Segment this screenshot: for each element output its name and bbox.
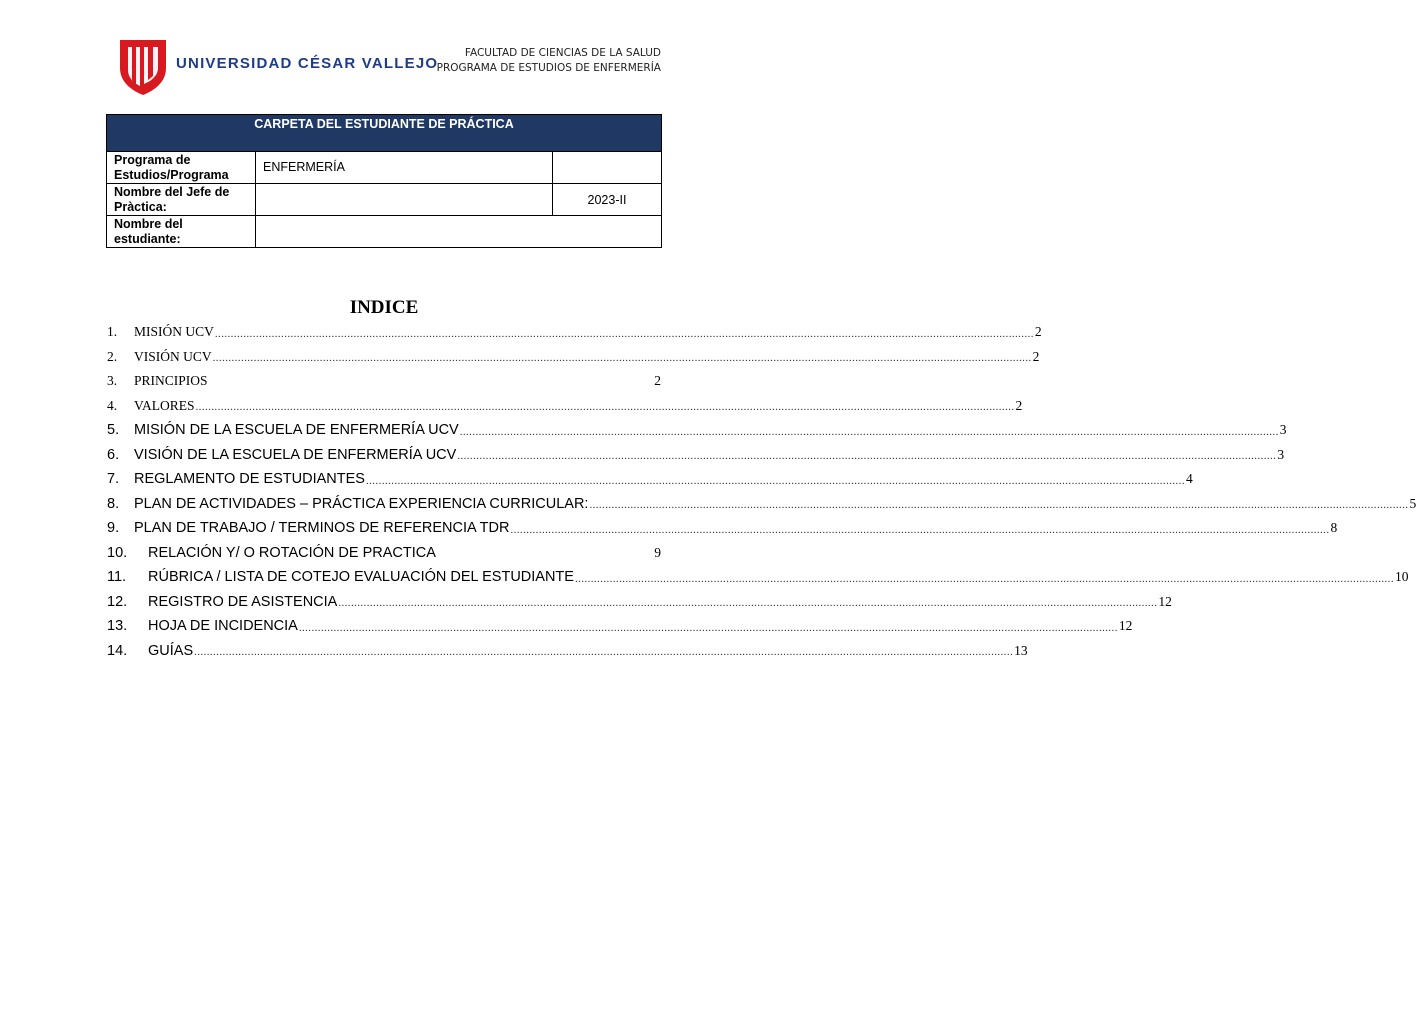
toc-item-title: REGLAMENTO DE ESTUDIANTES (134, 471, 365, 488)
toc-item-page: 13 (1014, 642, 1028, 658)
toc-item-page: 10 (1394, 569, 1409, 585)
toc-item-number: 1. (107, 324, 118, 340)
program-name: PROGRAMA DE ESTUDIOS DE ENFERMERÍA (436, 62, 661, 74)
toc-item-number: 8. (107, 495, 120, 512)
toc-leader-dots: .................................................................................................................................................................................................................................................................... (459, 425, 1279, 438)
index-title: INDICE (349, 297, 419, 318)
toc-item-page: 2 (1032, 348, 1040, 364)
toc-leader-dots: .................................................................................................................................................................................................................................................................... (338, 597, 1158, 609)
toc-item[interactable] (107, 443, 1285, 468)
toc-item-title: MISIÓN DE LA ESCUELA DE ENFERMERÍA UCV (134, 422, 459, 439)
university-name: UNIVERSIDAD CÉSAR VALLEJO (176, 55, 439, 72)
student-info-table (106, 114, 662, 248)
toc-item-number: 3. (107, 373, 118, 389)
toc-leader-dots: .................................................................................................................................................................................................................................................................... (298, 621, 1118, 634)
toc-item[interactable] (107, 639, 1028, 664)
toc-item[interactable] (107, 369, 661, 394)
toc-leader-dots: .................................................................................................................................................................................................................................................................... (212, 352, 1032, 364)
toc-item-number: 4. (107, 397, 118, 413)
toc-item[interactable] (107, 418, 1287, 443)
table-of-contents (107, 320, 1416, 663)
toc-leader-dots: .................................................................................................................................................................................................................................................................... (574, 572, 1394, 585)
toc-leader-dots: .................................................................................................................................................................................................................................................................... (194, 646, 1014, 658)
chief-value (256, 184, 553, 216)
toc-item-number: 2. (107, 348, 118, 364)
toc-leader-dots: .................................................................................................................................................................................................................................................................... (589, 499, 1409, 511)
toc-item-page: 8 (1330, 520, 1338, 536)
toc-item-number: 7. (107, 471, 120, 488)
toc-item-page: 5 (1409, 495, 1416, 511)
chief-label: Nombre del Jefe de Pràctica: (107, 184, 256, 216)
toc-item-title: HOJA DE INCIDENCIA (148, 618, 298, 635)
toc-item[interactable] (107, 565, 1409, 590)
toc-item-page: 12 (1158, 593, 1172, 609)
toc-leader-dots: .................................................................................................................................................................................................................................................................... (457, 450, 1277, 462)
header-faculty-block (437, 46, 661, 76)
form-title: CARPETA DEL ESTUDIANTE DE PRÁCTICA (107, 115, 662, 152)
toc-item-title: RELACIÓN Y/ O ROTACIÓN DE PRACTICA (148, 544, 436, 561)
toc-item-title: REGISTRO DE ASISTENCIA (148, 593, 338, 610)
toc-item-number: 14. (107, 642, 128, 659)
university-logo (118, 38, 439, 98)
program-extra-cell (553, 152, 662, 184)
program-label: Programa de Estudios/Programa (107, 152, 256, 184)
toc-item-page: 9 (654, 544, 661, 560)
toc-item-page: 12 (1118, 618, 1133, 634)
toc-item-page: 4 (1185, 471, 1193, 487)
student-value (256, 216, 662, 248)
toc-item[interactable] (107, 614, 1133, 639)
toc-item-number: 5. (107, 422, 120, 439)
toc-item-title: VALORES (134, 397, 195, 413)
toc-item-number: 6. (107, 446, 120, 463)
program-value: ENFERMERÍA (256, 152, 553, 184)
toc-item[interactable] (107, 394, 1023, 419)
toc-leader-dots: .................................................................................................................................................................................................................................................................... (365, 474, 1185, 487)
toc-item-page: 2 (1034, 324, 1042, 340)
toc-item-page: 2 (1015, 397, 1023, 413)
toc-item-title: PLAN DE TRABAJO / TERMINOS DE REFERENCIA TDR (134, 520, 510, 537)
toc-item-title: PRINCIPIOS (134, 373, 208, 389)
toc-leader-dots: .................................................................................................................................................................................................................................................................... (195, 401, 1015, 413)
student-label: Nombre del estudiante: (107, 216, 256, 248)
period-value: 2023-II (553, 184, 662, 216)
toc-item-title: VISIÓN UCV (134, 348, 212, 364)
toc-item-title: MISIÓN UCV (134, 324, 214, 340)
faculty-name: FACULTAD DE CIENCIAS DE LA SALUD (464, 47, 661, 59)
ucv-shield-icon (118, 38, 168, 96)
toc-leader-dots: .................................................................................................................................................................................................................................................................... (214, 327, 1034, 340)
toc-item-number: 13. (107, 618, 128, 635)
toc-item-number: 10. (107, 544, 128, 561)
toc-item-title: GUÍAS (148, 642, 194, 659)
toc-item-number: 9. (107, 520, 120, 537)
toc-item-title: RÚBRICA / LISTA DE COTEJO EVALUACIÓN DEL ESTUDIANTE (148, 569, 574, 586)
toc-item[interactable] (107, 467, 1193, 492)
toc-item-page: 3 (1277, 446, 1285, 462)
toc-item-number: 12. (107, 593, 128, 610)
toc-item[interactable] (107, 492, 1416, 517)
toc-item-number: 11. (107, 569, 127, 586)
toc-item-title: VISIÓN DE LA ESCUELA DE ENFERMERÍA UCV (134, 446, 457, 463)
toc-item[interactable] (107, 541, 661, 566)
toc-item[interactable] (107, 516, 1338, 541)
toc-item-title: PLAN DE ACTIVIDADES – PRÁCTICA EXPERIENCIA CURRICULAR: (134, 495, 589, 512)
toc-item[interactable] (107, 345, 1040, 370)
toc-item-page: 2 (654, 373, 661, 389)
toc-item[interactable] (107, 590, 1172, 615)
toc-leader-dots: .................................................................................................................................................................................................................................................................... (510, 523, 1330, 536)
toc-item[interactable] (107, 320, 1042, 345)
toc-item-page: 3 (1279, 422, 1287, 438)
